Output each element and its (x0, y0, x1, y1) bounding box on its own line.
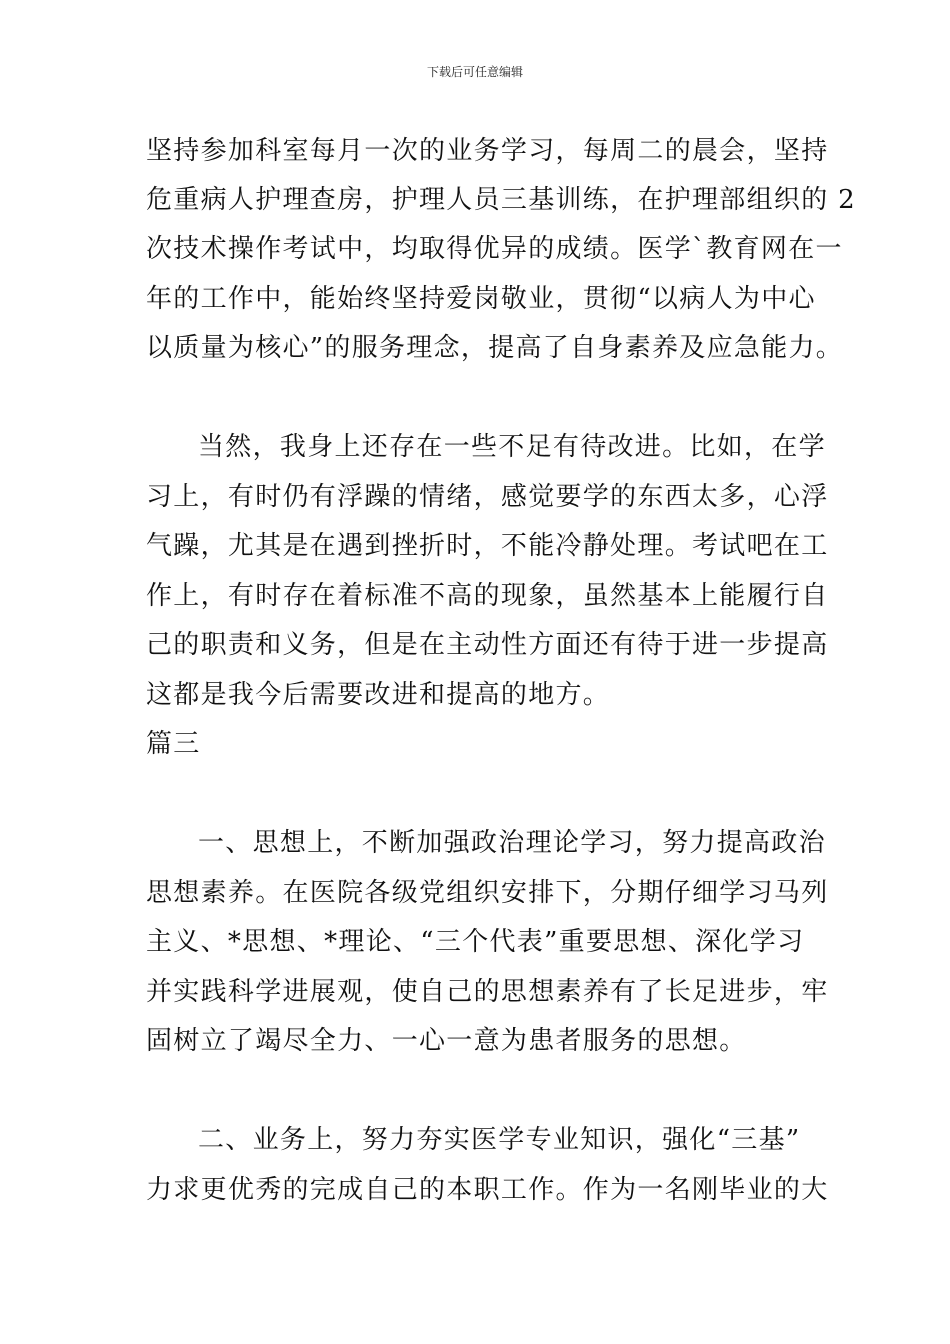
text-line: 次技术操作考试中，均取得优异的成绩。医学`教育网在一 (146, 234, 843, 264)
text-line: 当然，我身上还存在一些不足有待改进。比如，在学 (198, 432, 826, 462)
text-line: 主义、*思想、*理论、“三个代表”重要思想、深化学习 (146, 927, 805, 957)
text-line: 习上，有时仍有浮躁的情绪，感觉要学的东西太多，心浮 (146, 482, 829, 512)
text-line: 并实践科学进展观，使自己的思想素养有了长足进步，牢 (146, 977, 829, 1007)
text-line: 固树立了竭尽全力、一心一意为患者服务的思想。 (146, 1026, 747, 1056)
text-line: 坚持参加科室每月一次的业务学习，每周二的晨会，坚持 (146, 136, 829, 166)
text-line: 作上，有时存在着标准不高的现象，虽然基本上能履行自 (146, 581, 829, 611)
text-line: 力求更优秀的完成自己的本职工作。作为一名刚毕业的大 (146, 1175, 829, 1205)
text-line: 气躁，尤其是在遇到挫折时，不能冷静处理。考试吧在工 (146, 531, 829, 561)
text-line: 己的职责和义务，但是在主动性方面还有待于进一步提高 (146, 630, 829, 660)
text-line: 思想素养。在医院各级党组织安排下，分期仔细学习马列 (146, 878, 829, 908)
text-line: 以质量为核心”的服务理念，提高了自身素养及应急能力。 (146, 333, 844, 363)
text-line: 年的工作中，能始终坚持爱岗敬业，贯彻“以病人为中心 (146, 284, 816, 314)
text-line: 一、思想上，不断加强政治理论学习，努力提高政治 (198, 828, 826, 858)
text-line: 这都是我今后需要改进和提高的地方。 (146, 680, 611, 710)
text-line: 二、业务上，努力夯实医学专业知识，强化“三基” (198, 1125, 801, 1155)
page-header: 下载后可任意编辑 (426, 65, 523, 79)
section-title: 篇三 (146, 729, 201, 759)
text-line: 危重病人护理查房，护理人员三基训练，在护理部组织的 2 (146, 185, 856, 215)
